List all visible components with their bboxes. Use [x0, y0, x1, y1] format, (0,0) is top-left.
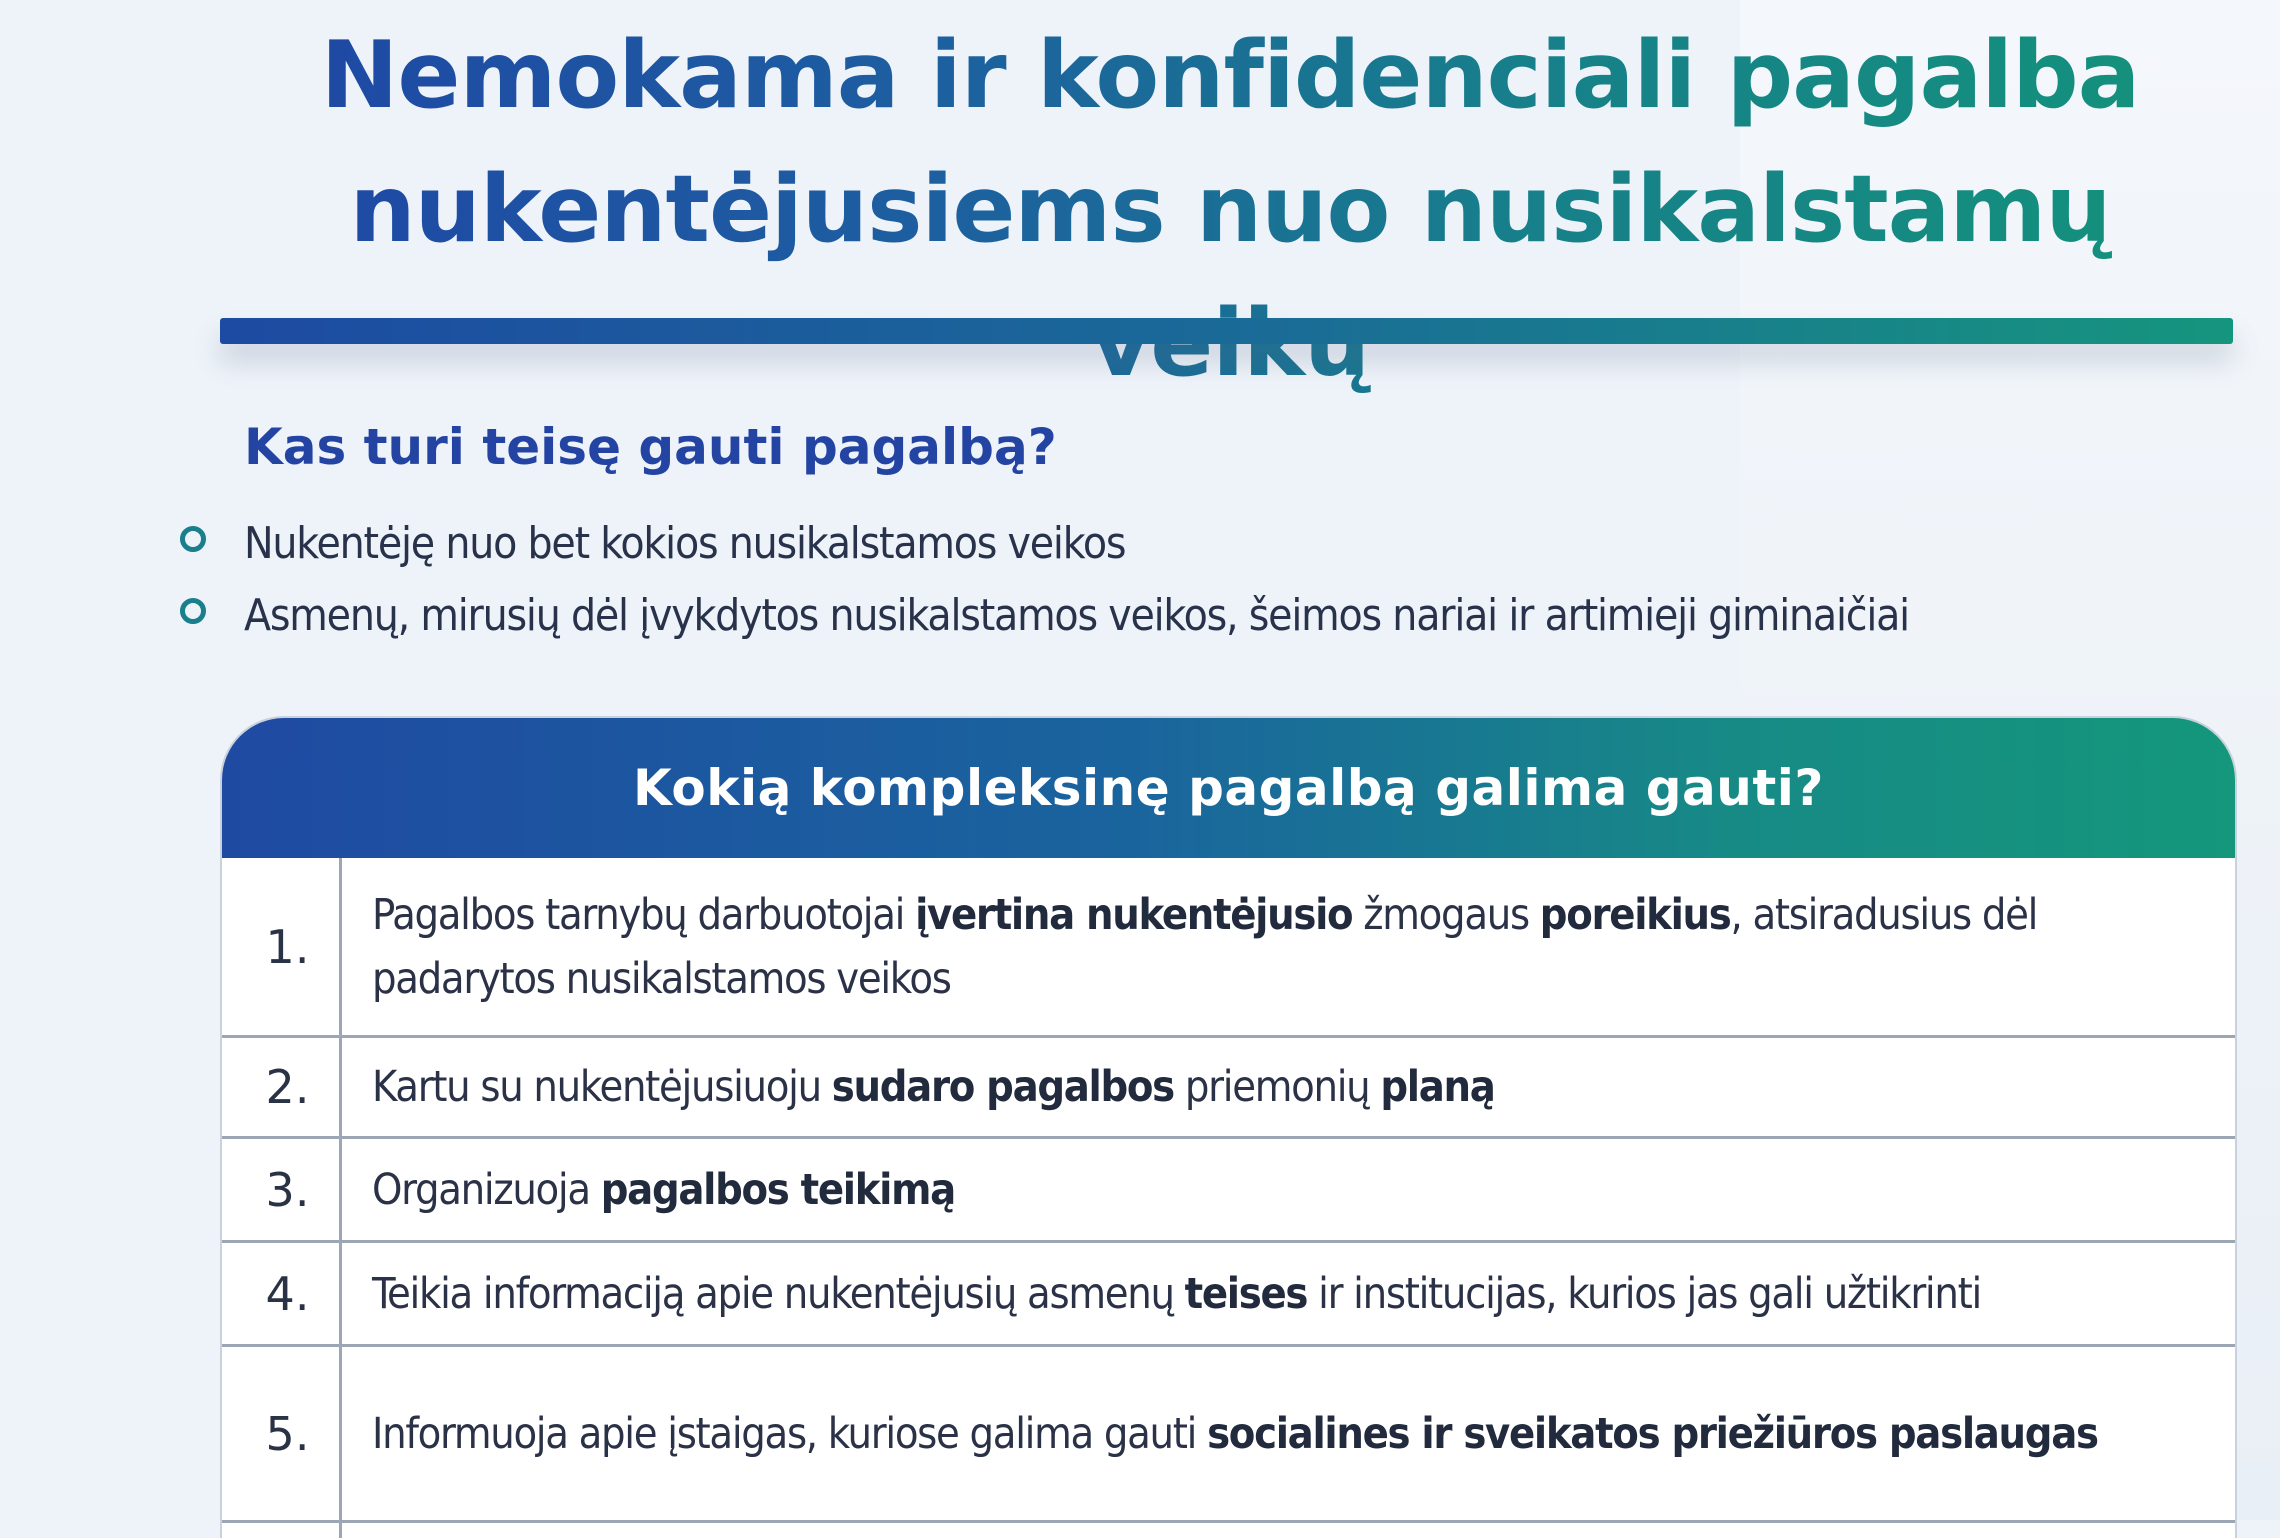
- row-text-emphasis: sudaro pagalbos: [831, 1062, 1174, 1112]
- row-text-segment: , atsiradusius dėl padarytos nusikalstamos veikos: [372, 889, 2038, 1004]
- row-text-content: [372, 1055, 1495, 1119]
- row-number: 1.: [222, 858, 342, 1035]
- page-title-line-2: nukentėjusiems nuo nusikalstamų: [349, 155, 2111, 263]
- row-number: 3.: [222, 1139, 342, 1240]
- row-text-emphasis: įvertina nukentėjusio: [915, 889, 1353, 940]
- help-table-body: [222, 858, 2235, 1538]
- eligibility-item: [176, 580, 2236, 652]
- row-number-empty: [222, 1523, 342, 1538]
- row-text-emphasis: socialines ir sveikatos priežiūros paslaugas: [1207, 1408, 2098, 1459]
- eligibility-item-text: Asmenų, mirusių dėl įvykdytos nusikalstamos veikos, šeimos nariai ir artimieji giminaičiai: [244, 590, 1909, 641]
- row-text: [342, 1038, 2235, 1136]
- help-table-title: Kokią kompleksinę pagalbą galima gauti?: [633, 759, 1824, 817]
- row-text-content: [372, 883, 2195, 1011]
- table-row: [222, 1347, 2235, 1523]
- row-text-segment: Organizuoja: [372, 1164, 601, 1215]
- row-text: [342, 858, 2235, 1035]
- title-divider: [220, 318, 2233, 344]
- table-row: [222, 858, 2235, 1038]
- row-text-segment: ir institucijas, kurios jas gali užtikrinti: [1307, 1268, 1981, 1319]
- eligibility-list: [176, 508, 2236, 652]
- row-text-emphasis: pagalbos teikimą: [600, 1164, 955, 1215]
- table-row: [222, 1243, 2235, 1347]
- row-text-emphasis: planą: [1380, 1062, 1495, 1112]
- row-text-segment: priemonių: [1173, 1062, 1381, 1112]
- row-text-segment: Kartu su nukentėjusiuoju: [372, 1062, 832, 1112]
- row-text-emphasis: poreikius: [1539, 889, 1731, 940]
- page-title-line-1: Nemokama ir konfidenciali pagalba: [320, 21, 2140, 129]
- row-text-emphasis: teises: [1184, 1268, 1308, 1319]
- eligibility-item: [176, 508, 2236, 580]
- row-text-segment: Pagalbos tarnybų darbuotojai: [372, 889, 916, 940]
- ring-bullet-icon: [180, 598, 206, 624]
- table-row: [222, 1038, 2235, 1139]
- table-row-partial: [222, 1523, 2235, 1538]
- help-table-header: [222, 718, 2235, 858]
- row-text-segment: žmogaus: [1352, 889, 1540, 940]
- row-number: 2.: [222, 1038, 342, 1136]
- row-text-content: [372, 1402, 2098, 1466]
- table-row: [222, 1139, 2235, 1243]
- row-text-content: [372, 1158, 955, 1222]
- row-text: [342, 1347, 2235, 1520]
- eligibility-item-text: Nukentėję nuo bet kokios nusikalstamos veikos: [244, 518, 1126, 569]
- ring-bullet-icon: [180, 526, 206, 552]
- row-number: 5.: [222, 1347, 342, 1520]
- row-number: 4.: [222, 1243, 342, 1344]
- page-title: [220, 8, 2240, 410]
- help-table-card: [222, 718, 2235, 1538]
- row-text-segment: Teikia informaciją apie nukentėjusių asmenų: [372, 1268, 1185, 1319]
- row-text-segment: Informuoja apie įstaigas, kuriose galima gauti: [372, 1408, 1208, 1459]
- row-text-empty: [342, 1523, 2235, 1538]
- row-text-content: [372, 1262, 1981, 1326]
- row-text: [342, 1243, 2235, 1344]
- row-text: [342, 1139, 2235, 1240]
- eligibility-heading: Kas turi teisę gauti pagalbą?: [244, 418, 1057, 476]
